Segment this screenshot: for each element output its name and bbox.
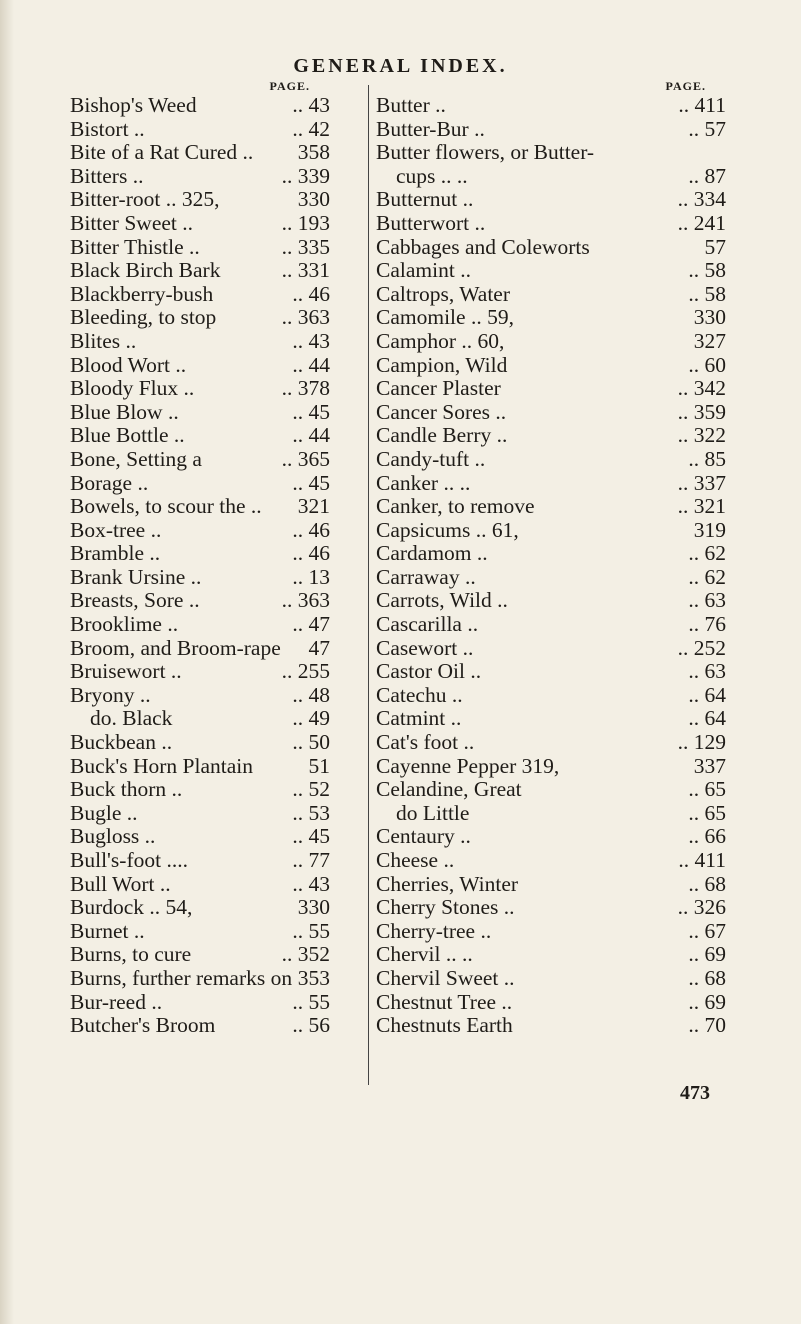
index-term: Castor Oil .. [376,659,482,684]
index-entry [376,377,726,401]
index-page-ref: .. 69 [688,989,726,1014]
index-page-ref: .. 66 [688,824,726,849]
index-page-ref: .. 44 [292,423,330,448]
index-entry [70,424,330,448]
index-page-ref: .. 45 [292,399,330,424]
index-term: Chervil Sweet .. [376,965,515,990]
index-page-ref: 327 [693,328,726,353]
index-term: Bugloss .. [70,824,156,849]
index-term: Campion, Wild [376,352,508,377]
index-term: Bur-reed .. [70,989,163,1014]
index-entry [70,825,330,849]
index-entry [376,589,726,613]
index-term: Blue Blow .. [70,399,179,424]
index-page-ref: .. 63 [688,588,726,613]
index-page-ref: .. 45 [292,470,330,495]
index-page-ref: .. 321 [677,494,726,519]
index-term: Cherries, Winter [376,871,519,896]
index-page-ref: 330 [297,187,330,212]
index-page-ref: .. 58 [688,281,726,306]
page-title: GENERAL INDEX. [293,55,508,77]
index-entry [376,141,726,165]
index-term: Casewort .. [376,635,474,660]
index-entry [70,472,330,496]
index-page-ref: .. 48 [292,682,330,707]
index-page-ref: .. 359 [677,399,726,424]
index-entry [70,306,330,330]
index-term: Black Birch Bark [70,258,221,283]
index-term: Butternut .. [376,187,474,212]
index-entry [376,306,726,330]
index-page-ref: .. 44 [292,352,330,377]
index-page-ref: 319 [693,517,726,542]
index-term: Canker, to remove [376,494,535,519]
index-term: Cherry Stones .. [376,895,515,920]
index-term: Bistort .. [70,116,145,141]
index-entry [376,495,726,519]
index-page-ref: 337 [693,753,726,778]
index-page-ref: 47 [308,635,330,660]
index-page-ref: .. 322 [677,423,726,448]
index-entry [376,731,726,755]
index-entry [70,707,330,731]
index-entry [70,448,330,472]
index-page-ref: .. 352 [281,942,330,967]
index-entry [376,354,726,378]
index-page-ref: .. 411 [678,848,726,872]
index-term: Cheese .. [376,848,455,872]
index-entry [376,401,726,425]
index-term: Cancer Plaster [376,376,501,401]
index-page-ref: .. 87 [688,163,726,188]
index-page-ref: .. 55 [292,989,330,1014]
index-term: Catechu .. [376,682,463,707]
index-term: Canker .. .. [376,470,471,495]
index-entry [70,589,330,613]
index-page-ref: 358 [297,140,330,165]
index-entry [70,755,330,779]
index-entry [70,660,330,684]
index-entry [376,236,726,260]
index-page-ref: .. 64 [688,682,726,707]
index-entry [70,354,330,378]
index-term: Bitter Sweet .. [70,210,194,235]
index-entry [376,707,726,731]
index-entry [376,825,726,849]
index-entry [376,873,726,897]
index-entry [70,943,330,967]
index-entry [376,637,726,661]
index-term: Camomile .. 59, [376,305,514,330]
index-entry [376,118,726,142]
index-term: Bleeding, to stop [70,305,217,330]
index-list-left [70,94,330,1038]
index-entry [376,896,726,920]
index-term: Bugle .. [70,800,138,825]
index-entry [70,495,330,519]
index-entry [376,1014,726,1038]
index-term: Bruisewort .. [70,659,182,684]
index-term: Brank Ursine .. [70,564,202,589]
index-page-ref: .. 334 [677,187,726,212]
index-page-ref: .. 363 [281,588,330,613]
index-entry [376,943,726,967]
index-term: Cascarilla .. [376,612,479,637]
page-column-label: PAGE. [665,79,706,93]
index-page-ref: .. 53 [292,800,330,825]
index-page-ref: .. 43 [292,93,330,117]
index-page-ref: 321 [297,494,330,519]
index-term: Blites .. [70,328,137,353]
index-term: Bryony .. [70,682,151,707]
index-term: Carrots, Wild .. [376,588,508,613]
index-term: Bramble .. [70,541,161,566]
page-number: 473 [680,1082,710,1104]
index-entry [70,377,330,401]
index-term: Bitter-root .. 325, [70,187,220,212]
index-term: Chestnuts Earth [376,1013,513,1038]
page-column-label: PAGE. [269,79,310,93]
index-term: do. Black [90,706,173,731]
index-entry [70,637,330,661]
index-entry [376,188,726,212]
index-entry [376,448,726,472]
index-entry [70,566,330,590]
index-entry [70,920,330,944]
index-page-ref: .. 64 [688,706,726,731]
index-entry [376,778,726,802]
index-entry [70,613,330,637]
index-page-ref: .. 56 [292,1013,330,1038]
index-page-ref: .. 365 [281,446,330,471]
index-entry [376,165,726,189]
index-page-ref: .. 68 [688,965,726,990]
index-entry [70,849,330,873]
index-page-ref: .. 252 [677,635,726,660]
index-term: Bone, Setting a [70,446,202,471]
index-entry [70,259,330,283]
index-page-ref: .. 339 [281,163,330,188]
index-entry [70,283,330,307]
index-term: Bloody Flux .. [70,376,195,401]
index-page-ref: .. 335 [281,234,330,259]
index-entry [376,212,726,236]
column-divider [368,85,369,1085]
index-entry [70,731,330,755]
index-entry [70,141,330,165]
index-entry [376,755,726,779]
index-entry [70,94,330,118]
index-page-ref: .. 70 [688,1013,726,1038]
index-page-ref: .. 193 [281,210,330,235]
index-term: Blue Bottle .. [70,423,185,448]
index-term: Caltrops, Water [376,281,511,306]
index-page-ref: .. 47 [292,612,330,637]
index-page-ref: .. 342 [677,376,726,401]
index-entry [376,283,726,307]
page-edge [0,0,14,1324]
index-term: Buckbean .. [70,730,173,755]
index-term: Catmint .. [376,706,462,731]
index-entry [376,613,726,637]
index-term: Chervil .. .. [376,942,473,967]
index-term: Bitter Thistle .. [70,234,200,259]
index-entry [70,1014,330,1038]
index-page-ref: .. 46 [292,517,330,542]
index-term: Butcher's Broom [70,1013,216,1038]
index-term: Cardamom .. [376,541,488,566]
index-page-ref: 51 [308,753,330,778]
index-entry [376,542,726,566]
index-column-left [70,78,330,1038]
index-entry [70,991,330,1015]
index-page-ref: .. 67 [688,918,726,943]
index-term: Blood Wort .. [70,352,187,377]
index-entry [376,424,726,448]
index-page-ref: .. 331 [281,258,330,283]
index-page-ref: .. 49 [292,706,330,731]
index-entry [376,566,726,590]
index-page-ref: .. 57 [688,116,726,141]
index-entry [70,330,330,354]
index-term: Carraway .. [376,564,476,589]
index-term: Breasts, Sore .. [70,588,200,613]
index-page-ref: .. 378 [281,376,330,401]
index-page-ref: .. 69 [688,942,726,967]
index-page-ref: .. 46 [292,281,330,306]
index-page-ref: .. 337 [677,470,726,495]
index-entry [70,165,330,189]
index-term: Broom, and Broom-rape [70,635,281,660]
index-entry [376,684,726,708]
index-page-ref: 353 [297,965,330,990]
index-entry [376,660,726,684]
index-page-ref: .. 129 [677,730,726,755]
index-entry [376,472,726,496]
index-term: Butter-Bur .. [376,116,485,141]
index-page-ref: .. 13 [292,564,330,589]
index-term: Cancer Sores .. [376,399,507,424]
index-page-ref: .. 63 [688,659,726,684]
index-term: Calamint .. [376,258,471,283]
index-term: Capsicums .. 61, [376,517,519,542]
index-page-ref: .. 52 [292,777,330,802]
index-entry [376,802,726,826]
index-entry [70,188,330,212]
index-term: cups .. .. [396,163,468,188]
index-page-ref: .. 42 [292,116,330,141]
index-entry [376,849,726,873]
index-page-ref: .. 62 [688,564,726,589]
index-page-ref: .. 65 [688,800,726,825]
index-entry [70,684,330,708]
index-entry [376,519,726,543]
index-entry [376,967,726,991]
index-page-ref: .. 60 [688,352,726,377]
index-term: do Little [396,800,470,825]
index-term: Burns, further remarks on [70,965,293,990]
index-term: Cabbages and Coleworts [376,234,590,259]
index-entry [70,401,330,425]
index-entry [376,920,726,944]
index-term: Buck's Horn Plantain [70,753,254,778]
index-page-ref: .. 241 [677,210,726,235]
index-term: Butter flowers, or Butter- [376,140,595,165]
index-page-ref: .. 46 [292,541,330,566]
index-page-ref: .. 326 [677,895,726,920]
index-term: Cayenne Pepper 319, [376,753,560,778]
index-page-ref: .. 77 [292,848,330,872]
index-page-ref: 330 [297,895,330,920]
index-page-ref: .. 43 [292,328,330,353]
index-entry [70,118,330,142]
index-term: Bite of a Rat Cured .. [70,140,254,165]
index-term: Bitters .. [70,163,144,188]
index-term: Brooklime .. [70,612,179,637]
index-term: Buck thorn .. [70,777,183,802]
index-page-ref: .. 50 [292,730,330,755]
index-entry [70,212,330,236]
index-term: Bishop's Weed [70,93,197,117]
index-term: Bull Wort .. [70,871,171,896]
index-term: Burnet .. [70,918,145,943]
index-term: Borage .. [70,470,149,495]
index-term: Butter .. [376,93,446,117]
index-term: Bowels, to scour the .. [70,494,262,519]
index-page-ref: 57 [704,234,726,259]
index-term: Burdock .. 54, [70,895,193,920]
index-page-ref: .. 411 [678,93,726,117]
index-page-ref: .. 55 [292,918,330,943]
index-term: Burns, to cure [70,942,192,967]
index-term: Box-tree .. [70,517,162,542]
index-term: Camphor .. 60, [376,328,505,353]
index-term: Chestnut Tree .. [376,989,513,1014]
index-entry [376,330,726,354]
index-page-ref: .. 68 [688,871,726,896]
index-page-ref: .. 43 [292,871,330,896]
index-term: Candle Berry .. [376,423,508,448]
index-entry [70,873,330,897]
index-term: Cat's foot .. [376,730,475,755]
index-term: Candy-tuft .. [376,446,486,471]
index-term: Centaury .. [376,824,471,849]
index-entry [70,542,330,566]
index-page-ref: .. 45 [292,824,330,849]
index-page-ref: .. 76 [688,612,726,637]
index-page-ref: 330 [693,305,726,330]
index-column-right [376,78,726,1038]
index-page-ref: .. 363 [281,305,330,330]
index-term: Blackberry-bush [70,281,214,306]
index-page-ref: .. 85 [688,446,726,471]
index-page-ref: .. 65 [688,777,726,802]
index-entry [376,991,726,1015]
index-entry [70,778,330,802]
index-entry [376,259,726,283]
index-entry [70,896,330,920]
index-entry [70,967,330,991]
index-page-ref: .. 255 [281,659,330,684]
index-term: Bull's-foot .... [70,848,188,872]
index-entry [376,94,726,118]
index-list-right [376,94,726,1038]
index-page-ref: .. 58 [688,258,726,283]
index-term: Celandine, Great [376,777,522,802]
index-entry [70,236,330,260]
index-term: Cherry-tree .. [376,918,492,943]
index-page-ref: .. 62 [688,541,726,566]
index-entry [70,519,330,543]
index-entry [70,802,330,826]
index-term: Butterwort .. [376,210,486,235]
